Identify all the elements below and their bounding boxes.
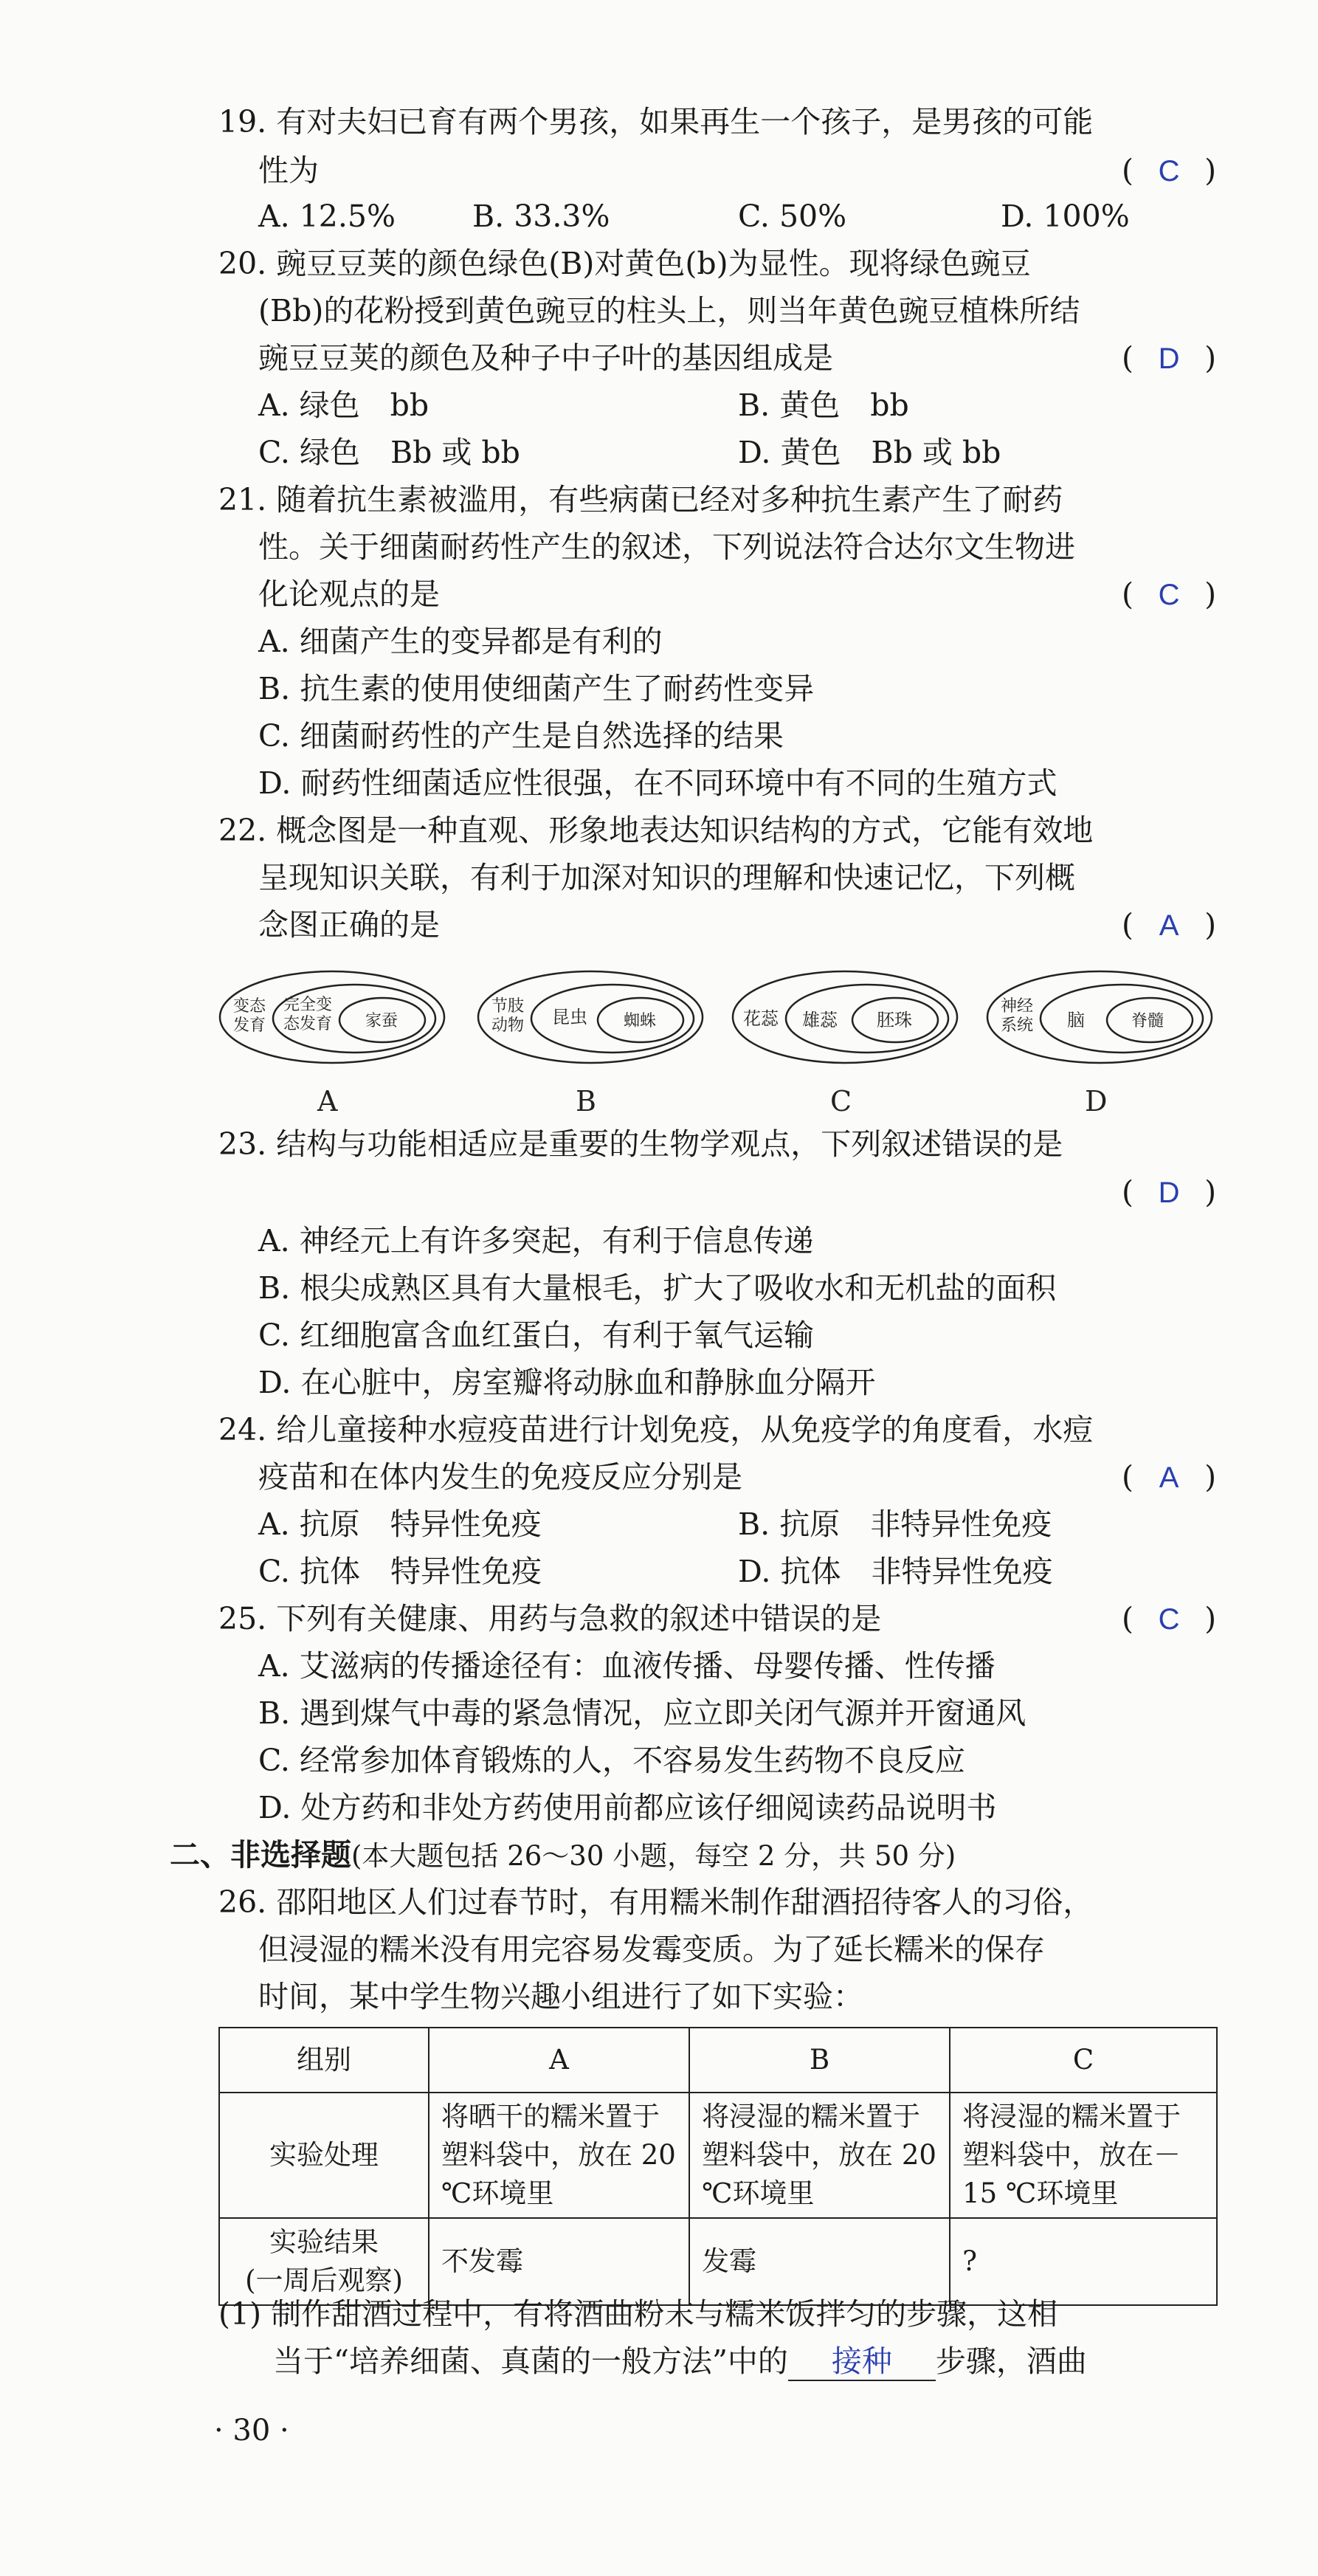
svg-text:发育: 发育 [233,1016,266,1035]
q26-line1: 26. 邵阳地区人们过春节时，有用糯米制作甜酒招待客人的习俗， [218,1884,1094,1920]
experiment-table [218,2027,1218,2306]
q23-answer: ( D ) [1122,1174,1217,1210]
q21-line2: 性。关于细菌耐药性产生的叙述，下列说法符合达尔文生物进 [258,529,1075,565]
q22-line3: 念图正确的是 [258,907,440,943]
q24-answer-value: A [1159,1461,1179,1494]
diagram-a-letter: A [317,1085,338,1117]
table-cell-b-result: 发霉 [689,2218,950,2305]
q20-line1: 20. 豌豆豆荚的颜色绿色(B)对黄色(b)为显性。现将绿色豌豆 [218,246,1031,281]
diagram-d [987,971,1212,1117]
q26-sub1-line2 [273,2343,1087,2380]
q19-line2: 性为 [258,153,319,188]
q26-line2: 但浸湿的糯米没有用完容易发霉变质。为了延长糯米的保存 [258,1932,1045,1967]
q19-option-c: C. 50% [738,199,847,234]
q26-line3: 时间，某中学生物兴趣小组进行了如下实验： [258,1979,863,2014]
q24-line2: 疫苗和在体内发生的免疫反应分别是 [258,1459,742,1495]
q21-answer-value: C [1158,579,1180,611]
q24-line1: 24. 给儿童接种水痘疫苗进行计划免疫，从免疫学的角度看，水痘 [218,1412,1094,1447]
diagram-c-middle: 雄蕊 [802,1010,838,1030]
q25-line1: 25. 下列有关健康、用药与急救的叙述中错误的是 [218,1601,882,1636]
table-header-c: C [950,2028,1217,2093]
table-row-label-treatment: 实验处理 [219,2093,429,2218]
section-note: (本大题包括 26～30 小题，每空 2 分，共 50 分) [351,1840,956,1872]
diagram-b-middle: 昆虫 [552,1007,587,1027]
q21-option-a: A. 细菌产生的变异都是有利的 [258,624,663,659]
table-row [219,2218,1217,2305]
q21-option-b: B. 抗生素的使用使细菌产生了耐药性变异 [258,671,815,706]
diagram-a-inner: 家蚕 [365,1012,398,1030]
result-label-line2: (一周后观察) [245,2265,403,2296]
q19-option-a: A. 12.5% [258,199,396,234]
table-cell-c-treatment: 将浸湿的糯米置于塑料袋中，放在－15 ℃环境里 [950,2093,1217,2218]
svg-text:动物: 动物 [491,1016,525,1035]
q20-option-c: C. 绿色 Bb 或 bb [258,435,520,470]
q24-option-d: D. 抗体 非特异性免疫 [738,1554,1053,1589]
q20-option-b: B. 黄色 bb [738,388,909,423]
table-header-row [219,2028,1217,2093]
q26-sub1-pre: 当于“培养细菌、真菌的一般方法”中的 [273,2343,788,2379]
q25-answer: ( C ) [1122,1601,1217,1636]
table-cell-b-treatment: 将浸湿的糯米置于塑料袋中，放在 20 ℃环境里 [689,2093,950,2218]
q23-option-a: A. 神经元上有许多突起，有利于信息传递 [258,1223,814,1258]
q23-line1: 23. 结构与功能相适应是重要的生物学观点，下列叙述错误的是 [218,1126,1063,1162]
diagram-d-middle: 脑 [1067,1010,1085,1030]
q25-answer-value: C [1158,1603,1180,1636]
table-header-a: A [429,2028,689,2093]
q20-answer-value: D [1158,342,1180,375]
q24-option-a: A. 抗原 特异性免疫 [258,1506,542,1542]
q19-option-b: B. 33.3% [472,199,610,234]
svg-text:系统: 系统 [1001,1016,1034,1035]
q22-answer: ( A ) [1122,907,1217,943]
page-number: · 30 · [214,2414,289,2448]
section-heading [170,1836,956,1873]
q20-answer: ( D ) [1122,340,1217,376]
table-row [219,2093,1217,2218]
diagram-c-letter: C [830,1085,852,1117]
table-cell-a-result: 不发霉 [429,2218,689,2305]
concept-diagrams [207,960,1240,1129]
q22-line1: 22. 概念图是一种直观、形象地表达知识结构的方式，它能有效地 [218,813,1094,848]
diagram-c [733,971,957,1117]
diagram-a-outer: 变态 [233,997,266,1016]
diagram-d-letter: D [1085,1085,1108,1117]
diagram-a [220,971,444,1117]
q24-answer: ( A ) [1122,1459,1217,1495]
q26-sub1-line1: (1) 制作甜酒过程中，有将酒曲粉末与糯米饭拌匀的步骤，这相 [218,2296,1058,2332]
diagram-b-letter: B [576,1085,596,1117]
diagram-d-inner: 脊髓 [1131,1012,1165,1030]
q25-option-a: A. 艾滋病的传播途径有：血液传播、母婴传播、性传播 [258,1648,996,1684]
diagram-a-middle: 完全变 [283,996,333,1014]
q21-line1: 21. 随着抗生素被滥用，有些病菌已经对多种抗生素产生了耐药 [218,482,1063,517]
table-row-label-result [219,2218,429,2305]
q24-option-c: C. 抗体 特异性免疫 [258,1554,542,1589]
section-title: 二、非选择题 [170,1837,351,1873]
q19-answer: ( C ) [1122,153,1217,188]
q20-option-a: A. 绿色 bb [258,388,429,423]
q21-answer: ( C ) [1122,576,1217,612]
diagram-b-inner: 蜘蛛 [624,1012,657,1030]
q20-line3: 豌豆豆荚的颜色及种子中子叶的基因组成是 [258,340,833,376]
q25-option-d: D. 处方药和非处方药使用前都应该仔细阅读药品说明书 [258,1790,997,1825]
answer-blank-value: 接种 [831,2344,892,2378]
q23-option-d: D. 在心脏中，房室瓣将动脉血和静脉血分隔开 [258,1365,876,1400]
diagram-b [478,971,703,1117]
answer-blank[interactable] [788,2343,936,2381]
q21-option-c: C. 细菌耐药性的产生是自然选择的结果 [258,718,784,754]
q23-answer-value: D [1158,1177,1180,1209]
q19-answer-value: C [1158,155,1180,187]
q20-option-d: D. 黄色 Bb 或 bb [738,435,1001,470]
diagram-c-outer: 花蕊 [743,1008,779,1029]
q22-line2: 呈现知识关联，有利于加深对知识的理解和快速记忆，下列概 [258,860,1075,895]
diagram-b-outer: 节肢 [491,997,525,1016]
q19-option-d: D. 100% [1001,199,1130,234]
diagram-c-inner: 胚珠 [877,1010,912,1030]
q21-line3: 化论观点的是 [258,576,440,612]
q21-option-d: D. 耐药性细菌适应性很强，在不同环境中有不同的生殖方式 [258,765,1057,801]
q25-option-c: C. 经常参加体育锻炼的人，不容易发生药物不良反应 [258,1743,965,1778]
table-header-group: 组别 [219,2028,429,2093]
q20-line2: (Bb)的花粉授到黄色豌豆的柱头上，则当年黄色豌豆植株所结 [258,293,1080,328]
table-cell-a-treatment: 将晒干的糯米置于塑料袋中，放在 20 ℃环境里 [429,2093,689,2218]
q19-line1: 19. 有对夫妇已育有两个男孩，如果再生一个孩子，是男孩的可能 [218,104,1094,140]
q24-option-b: B. 抗原 非特异性免疫 [738,1506,1052,1542]
q26-sub1-post: 步骤，酒曲 [935,2343,1087,2379]
q23-option-b: B. 根尖成熟区具有大量根毛，扩大了吸收水和无机盐的面积 [258,1270,1057,1306]
result-label-line1: 实验结果 [269,2226,379,2258]
table-header-b: B [689,2028,950,2093]
q25-option-b: B. 遇到煤气中毒的紧急情况，应立即关闭气源并开窗通风 [258,1695,1027,1731]
svg-text:态发育: 态发育 [283,1015,333,1033]
q23-option-c: C. 红细胞富含血红蛋白，有利于氧气运输 [258,1318,814,1353]
diagram-d-outer: 神经 [1001,997,1034,1016]
table-cell-c-result: ? [950,2218,1217,2305]
q22-answer-value: A [1159,909,1179,942]
